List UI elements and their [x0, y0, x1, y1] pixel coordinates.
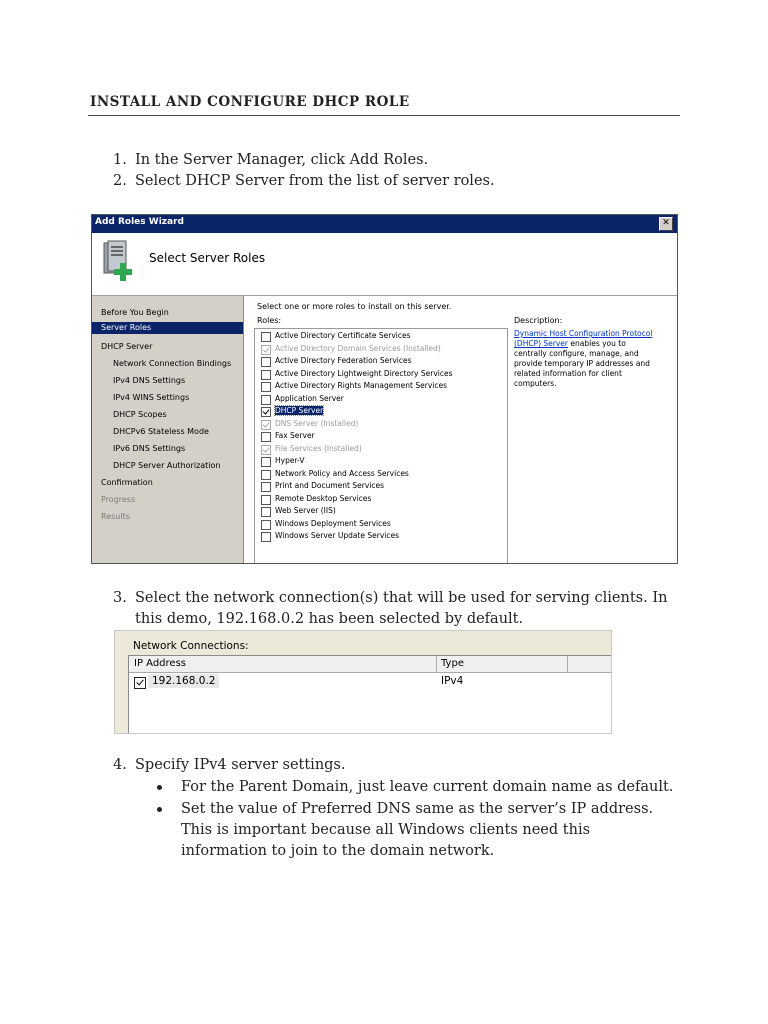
wizard-header — [92, 233, 677, 296]
wizard-main — [244, 296, 678, 564]
step-1 — [113, 150, 673, 171]
wizard-titlebar — [92, 215, 677, 233]
role-label: Active Directory Domain Services (Installed) — [275, 343, 441, 353]
role-checkbox[interactable] — [261, 432, 271, 442]
bullet-item — [157, 799, 677, 862]
role-label: Active Directory Federation Services — [275, 356, 412, 365]
nav-results: Results — [101, 512, 130, 521]
role-checkbox[interactable] — [261, 520, 271, 530]
role-checkbox[interactable] — [261, 407, 271, 417]
network-connections-table — [128, 655, 612, 734]
description-link[interactable]: Dynamic Host Configuration Protocol (DHCP) Server — [514, 329, 653, 348]
bullet-item — [157, 777, 677, 798]
role-label: Active Directory Certificate Services — [275, 331, 411, 340]
nav-dhcpv6-stateless-mode[interactable]: DHCPv6 Stateless Mode — [113, 427, 209, 436]
role-label: File Services (Installed) — [275, 443, 362, 453]
step-3 — [113, 588, 673, 630]
step-text: Specify IPv4 server settings. — [135, 757, 346, 773]
table-header — [129, 656, 612, 673]
roles-instruction: Select one or more roles to install on this server. — [257, 302, 452, 311]
role-label: Active Directory Lightweight Directory Services — [275, 368, 453, 378]
roles-label: Roles: — [257, 316, 282, 325]
role-label: Network Policy and Access Services — [275, 468, 409, 478]
role-label: Hyper-V — [275, 456, 305, 465]
column-divider[interactable] — [436, 656, 437, 672]
step-number: 4. — [113, 757, 127, 773]
server-add-icon — [100, 239, 140, 283]
role-checkbox[interactable] — [261, 482, 271, 492]
role-label: Remote Desktop Services — [275, 493, 372, 503]
role-checkbox — [261, 420, 271, 430]
step-text: this demo, 192.168.0.2 has been selected by default. — [135, 611, 524, 627]
column-header-type[interactable]: Type — [441, 658, 464, 669]
column-divider[interactable] — [567, 656, 568, 672]
bullet-dot — [157, 807, 162, 812]
description-text — [514, 329, 654, 389]
roles-list — [254, 328, 508, 564]
role-label: DHCP Server — [275, 406, 324, 415]
close-icon[interactable]: ✕ — [659, 217, 673, 231]
title-rule — [88, 115, 680, 116]
role-checkbox[interactable] — [261, 470, 271, 480]
step-number: 1. — [113, 152, 127, 168]
role-checkbox[interactable] — [261, 370, 271, 380]
role-checkbox[interactable] — [261, 395, 271, 405]
role-label: Application Server — [275, 393, 344, 403]
nav-network-connection-bindings[interactable]: Network Connection Bindings — [113, 359, 232, 368]
role-checkbox — [261, 445, 271, 455]
role-label: Active Directory Rights Management Services — [275, 381, 447, 390]
page-title: INSTALL AND CONFIGURE DHCP ROLE — [90, 94, 410, 110]
bullet-text: Set the value of Preferred DNS same as the server’s IP address. — [181, 801, 654, 817]
connection-type: IPv4 — [441, 675, 464, 687]
nav-dhcp-server-authorization[interactable]: DHCP Server Authorization — [113, 461, 221, 470]
nav-ipv6-dns-settings[interactable]: IPv6 DNS Settings — [113, 444, 186, 453]
network-connections-screenshot — [114, 630, 612, 734]
bullet-text: For the Parent Domain, just leave current domain name as default. — [181, 779, 674, 795]
nav-ipv4-dns-settings[interactable]: IPv4 DNS Settings — [113, 376, 186, 385]
role-label: Windows Deployment Services — [275, 518, 391, 528]
description-body: enables you to centrally configure, manage, and provide temporary IP addresses and related information for client computers. — [514, 339, 650, 388]
role-checkbox[interactable] — [261, 357, 271, 367]
role-checkbox — [261, 345, 271, 355]
wizard-title: Add Roles Wizard — [95, 217, 184, 227]
role-checkbox[interactable] — [261, 532, 271, 542]
role-checkbox[interactable] — [261, 332, 271, 342]
step-text: In the Server Manager, click Add Roles. — [135, 152, 429, 168]
role-checkbox[interactable] — [261, 507, 271, 517]
nav-confirmation[interactable]: Confirmation — [101, 478, 153, 487]
role-label: Print and Document Services — [275, 481, 384, 490]
wizard-nav — [92, 296, 244, 564]
nav-progress: Progress — [101, 495, 136, 504]
step-2 — [113, 171, 673, 192]
role-label: Windows Server Update Services — [275, 531, 400, 540]
description-label: Description: — [514, 316, 563, 325]
role-checkbox[interactable] — [261, 382, 271, 392]
role-label: Web Server (IIS) — [275, 506, 336, 515]
connection-ip[interactable]: 192.168.0.2 — [148, 674, 219, 688]
nav-ipv4-wins-settings[interactable]: IPv4 WINS Settings — [113, 393, 190, 402]
step-4 — [113, 755, 673, 776]
step-text: Select DHCP Server from the list of server roles. — [135, 173, 495, 189]
step-number: 2. — [113, 173, 127, 189]
nav-before-you-begin[interactable]: Before You Begin — [101, 308, 169, 317]
step-text: Select the network connection(s) that will be used for serving clients. In — [135, 590, 668, 606]
nav-dhcp-server[interactable]: DHCP Server — [101, 342, 153, 351]
bullet-text: This is important because all Windows clients need this — [181, 822, 591, 838]
step-number: 3. — [113, 590, 127, 606]
nav-server-roles[interactable]: Server Roles — [92, 322, 243, 334]
wizard-header-title: Select Server Roles — [149, 251, 266, 265]
role-label: Fax Server — [275, 431, 315, 440]
bullet-text: information to join to the domain network. — [181, 843, 495, 859]
network-connections-label: Network Connections: — [133, 640, 249, 652]
add-roles-wizard-screenshot — [91, 214, 678, 564]
bullet-dot — [157, 785, 162, 790]
column-header-ip[interactable]: IP Address — [134, 658, 186, 669]
role-label: DNS Server (Installed) — [275, 418, 359, 428]
nav-dhcp-scopes[interactable]: DHCP Scopes — [113, 410, 167, 419]
connection-checkbox[interactable] — [134, 677, 146, 689]
role-checkbox[interactable] — [261, 495, 271, 505]
role-checkbox[interactable] — [261, 457, 271, 467]
